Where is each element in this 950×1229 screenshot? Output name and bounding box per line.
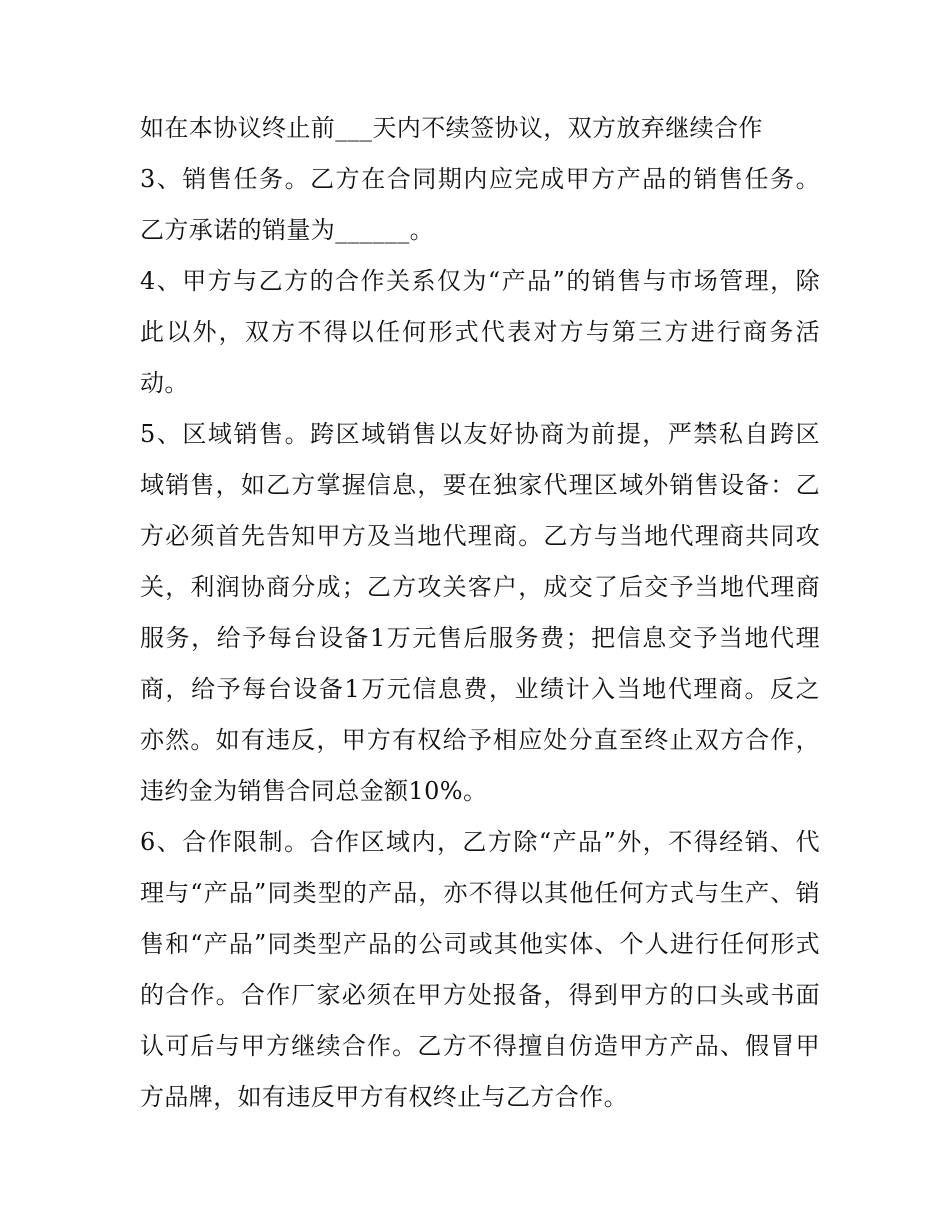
text-line-20: 方品牌，如有违反甲方有权终止与乙方合作。 bbox=[140, 1083, 628, 1111]
text-line-13: 亦然。如有违反，甲方有权给予相应处分直至终止双方合作， bbox=[140, 726, 820, 754]
text-line-8: 域销售，如乙方掌握信息，要在独家代理区域外销售设备：乙 bbox=[140, 471, 820, 499]
text-line-5: 此以外，双方不得以任何形式代表对方与第三方进行商务活 bbox=[140, 318, 820, 346]
text-line-17: 售和“产品”同类型产品的公司或其他实体、个人进行任何形式 bbox=[140, 930, 820, 958]
text-line-10: 关，利润协商分成；乙方攻关客户，成交了后交予当地代理商 bbox=[140, 573, 820, 601]
text-line-6: 动。 bbox=[140, 369, 189, 397]
text-line-19: 认可后与甲方继续合作。乙方不得擅自仿造甲方产品、假冒甲 bbox=[140, 1032, 820, 1060]
text-line-3: 乙方承诺的销量为______。 bbox=[140, 216, 434, 244]
text-line-16: 理与“产品”同类型的产品，亦不得以其他任何方式与生产、销 bbox=[140, 879, 820, 907]
text-line-11: 服务，给予每台设备1万元售后服务费；把信息交予当地代理 bbox=[140, 624, 820, 652]
text-line-18: 的合作。合作厂家必须在甲方处报备，得到甲方的口头或书面 bbox=[140, 981, 820, 1009]
text-line-7: 5、区域销售。跨区域销售以友好协商为前提，严禁私自跨区 bbox=[140, 420, 820, 448]
text-line-2: 3、销售任务。乙方在合同期内应完成甲方产品的销售任务。 bbox=[140, 165, 820, 193]
text-line-15: 6、合作限制。合作区域内，乙方除“产品”外，不得经销、代 bbox=[140, 828, 820, 856]
text-line-1: 如在本协议终止前___天内不续签协议，双方放弃继续合作 bbox=[140, 114, 763, 142]
text-line-9: 方必须首先告知甲方及当地代理商。乙方与当地代理商共同攻 bbox=[140, 522, 820, 550]
text-line-12: 商，给予每台设备1万元信息费，业绩计入当地代理商。反之 bbox=[140, 675, 820, 703]
document-body bbox=[140, 103, 820, 1123]
text-line-14: 违约金为销售合同总金额10%。 bbox=[140, 777, 488, 805]
text-line-4: 4、甲方与乙方的合作关系仅为“产品”的销售与市场管理，除 bbox=[140, 267, 820, 295]
